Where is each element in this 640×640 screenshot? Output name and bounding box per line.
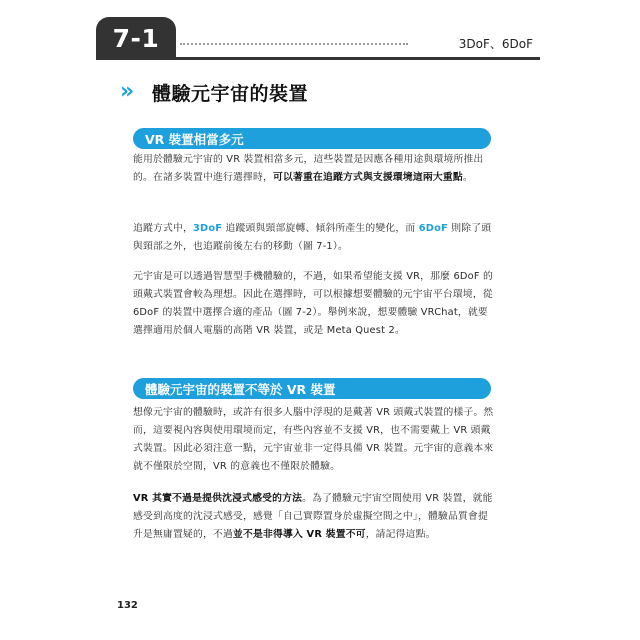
paragraph-5-text-a: 。為了體驗元宇宙空間使用 VR 裝置，就能感受到高度的沈浸式感受，感覺「自己實際置身於虛擬空間之中」，體驗品質會提升是無庸置疑的，不過	[133, 493, 493, 540]
subsection-heading-vr-devices: VR 裝置相當多元	[133, 128, 491, 149]
paragraph-1-emphasis: 可以著重在追蹤方式與支援環境這兩大重點	[272, 172, 463, 183]
subsection-heading-not-only-vr: 體驗元宇宙的裝置不等於 VR 裝置	[133, 378, 491, 399]
header-dotted-leader	[180, 43, 408, 45]
paragraph-4	[133, 404, 497, 476]
page-number: 132	[117, 600, 138, 611]
paragraph-2-text-c: 則除了頭與頸部之外，也追蹤前後左右的移動（圖 7-1）。	[133, 223, 492, 252]
paragraph-4-text: 想像元宇宙的體驗時，或許有很多人腦中浮現的是戴著 VR 頭戴式裝置的樣子。然而，這要視內容與使用環境而定，有些內容並不支援 VR，也不需要戴上 VR 頭戴式裝置。因此必須注意一點，元宇宙並非一定得具備 VR 裝置。元宇宙的意義本來就不僅限於空間，VR 的意義也不僅限於體驗。	[133, 407, 494, 472]
header-rule	[96, 57, 540, 60]
term-3dof: 3DoF	[192, 223, 223, 234]
paragraph-1	[133, 151, 497, 187]
paragraph-1-text: 能用於體驗元宇宙的 VR 裝置相當多元，這些裝置是因應各種用途與環境所推出的。在諸多裝置中進行選擇時，	[133, 154, 484, 183]
chapter-number: 7-1	[112, 23, 160, 53]
paragraph-2-text-b: 追蹤頭與頸部旋轉、傾斜所產生的變化，而	[222, 223, 419, 234]
paragraph-3	[133, 268, 497, 340]
paragraph-5-text-b: ，請記得這點。	[365, 529, 436, 540]
paragraph-1-end: 。	[462, 172, 473, 183]
paragraph-5	[133, 490, 497, 544]
paragraph-2	[133, 220, 497, 256]
paragraph-2-text-a: 追蹤方式中，	[133, 223, 193, 234]
double-chevron-right-icon: »	[120, 79, 135, 104]
section-title	[120, 78, 308, 106]
chapter-tab	[96, 17, 176, 59]
term-6dof: 6DoF	[418, 223, 448, 234]
paragraph-5-emphasis-b: 並不是非得導入 VR 裝置不可	[232, 529, 366, 540]
header-topic: 3DoF、6DoF	[458, 36, 533, 51]
section-title-text: 體驗元宇宙的裝置	[152, 82, 309, 105]
paragraph-3-text: 元宇宙是可以透過智慧型手機體驗的，不過，如果希望能支援 VR，那麼 6DoF 的頭戴式裝置會較為理想。因此在選擇時，可以根據想要體驗的元宇宙平台環境，從 6DoF 的裝置中選擇合適的產品（圖 7-2）。舉例來說，想要體驗 VRChat，就要選擇適用於個人電腦的高階 VR 裝置，或是 Meta Quest 2。	[133, 271, 493, 336]
paragraph-5-emphasis-a: VR 其實不過是提供沈浸式感受的方法	[133, 493, 303, 504]
